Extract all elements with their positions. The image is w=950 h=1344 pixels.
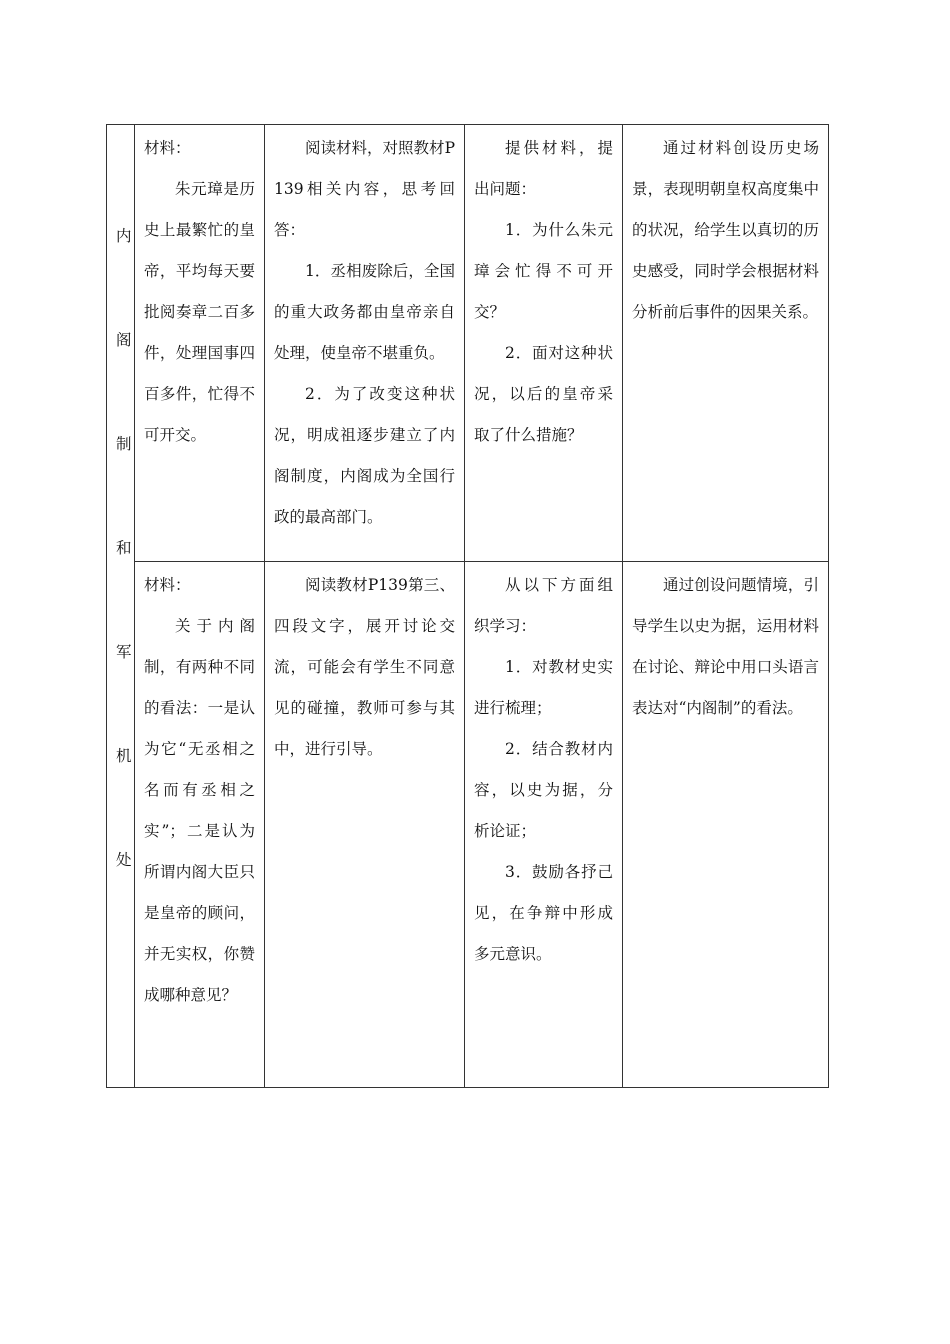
section-label-char: 军 (116, 643, 132, 661)
material-text: 朱元璋是历史上最繁忙的皇帝，平均每天要批阅奏章二百多件，处理国事四百多件，忙得不可开交。 (144, 180, 255, 444)
teacher-activity-cell (465, 125, 623, 562)
material-cell (135, 562, 265, 1088)
teacher-activity-text: 1．对教材史实进行梳理； (474, 658, 613, 717)
design-intent-text: 通过创设问题情境，引导学生以史为据，运用材料在讨论、辩论中用口头语言表达对“内阁制”的看法。 (632, 576, 819, 717)
teacher-activity-text: 3．鼓励各抒己见，在争辩中形成多元意识。 (474, 863, 613, 963)
teacher-activity-text: 提供材料，提出问题： (474, 139, 613, 198)
teacher-activity-text: 2．面对这种状况，以后的皇帝采取了什么措施？ (474, 344, 613, 444)
student-activity-text: 阅读教材P139第三、四段文字，展开讨论交流，可能会有学生不同意见的碰撞，教师可参与其中，进行引导。 (274, 576, 455, 758)
material-label: 材料： (144, 576, 191, 594)
section-label-char: 和 (116, 539, 132, 557)
table-row (107, 125, 829, 562)
teacher-activity-text: 2．结合教材内容，以史为据，分析论证； (474, 740, 613, 840)
section-label-char: 阁 (116, 331, 132, 349)
design-intent-text: 通过材料创设历史场景，表现明朝皇权高度集中的状况，给学生以真切的历史感受，同时学会根据材料分析前后事件的因果关系。 (632, 139, 819, 321)
section-label-cell (107, 125, 135, 1088)
table-row (107, 562, 829, 1088)
student-activity-text: 阅读材料，对照教材P139相关内容，思考回答： (274, 139, 455, 239)
material-label: 材料： (144, 139, 191, 157)
material-cell (135, 125, 265, 562)
section-label-char: 内 (116, 227, 132, 245)
design-intent-cell (623, 562, 829, 1088)
section-label-char: 机 (116, 747, 132, 765)
material-text: 关于内阁制，有两种不同的看法：一是认为它“无丞相之名而有丞相之实”；二是认为所谓内阁大臣只是皇帝的顾问，并无实权，你赞成哪种意见？ (144, 617, 255, 1004)
design-intent-cell (623, 125, 829, 562)
teacher-activity-text: 从以下方面组织学习： (474, 576, 613, 635)
student-activity-text: 1．丞相废除后，全国的重大政务都由皇帝亲自处理，使皇帝不堪重负。 (274, 262, 455, 362)
section-label-char: 处 (116, 851, 132, 869)
teacher-activity-cell (465, 562, 623, 1088)
teacher-activity-text: 1．为什么朱元璋会忙得不可开交？ (474, 221, 613, 321)
lesson-plan-table (106, 124, 829, 1088)
student-activity-cell (265, 125, 465, 562)
student-activity-cell (265, 562, 465, 1088)
section-label-char: 制 (116, 435, 132, 453)
student-activity-text: 2．为了改变这种状况，明成祖逐步建立了内阁制度，内阁成为全国行政的最高部门。 (274, 385, 455, 526)
